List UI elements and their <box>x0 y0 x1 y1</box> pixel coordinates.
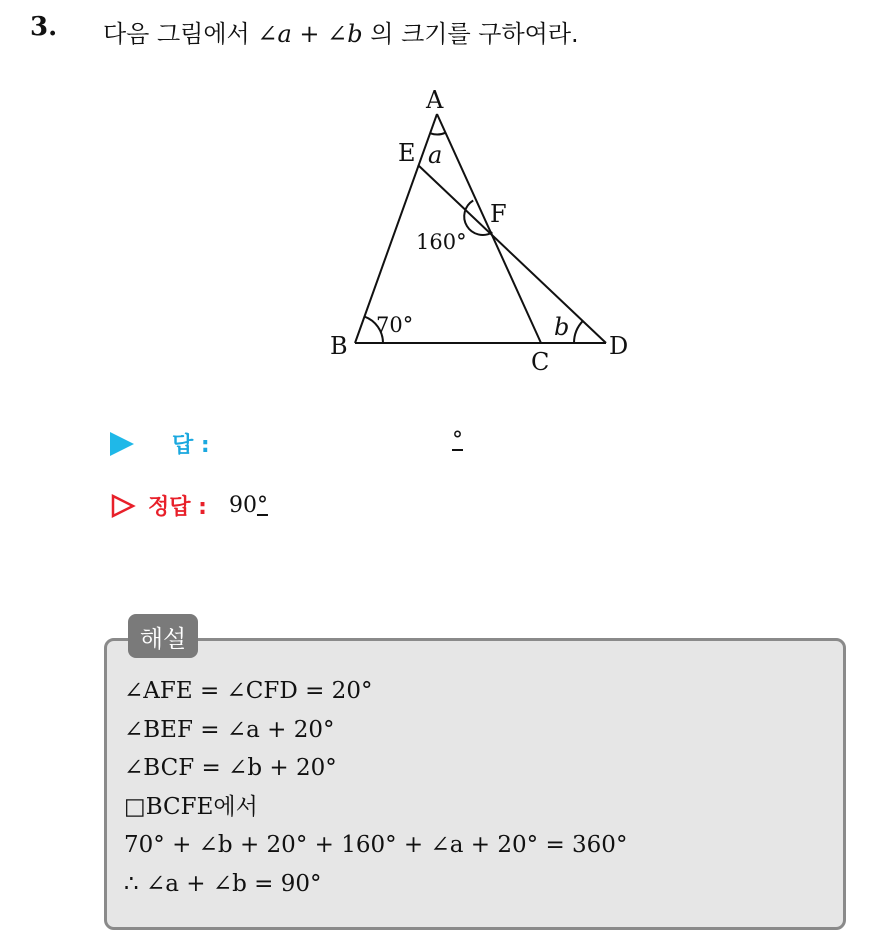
question-text-prefix: 다음 그림에서 <box>103 20 258 48</box>
arc-angle-a <box>430 133 445 135</box>
correct-unit: ° <box>256 493 268 518</box>
solution-line: ∴ ∠a + ∠b = 90° <box>124 870 322 897</box>
point-b-label: B <box>330 332 348 360</box>
correct-value <box>229 493 268 518</box>
angle-160-label: 160° <box>416 230 467 254</box>
angle-a-label: a <box>428 141 443 169</box>
solution-lines <box>124 672 627 903</box>
segment-ab <box>355 114 437 343</box>
solution-tab: 해설 <box>128 614 198 658</box>
question-expression: ∠a + ∠b <box>257 20 363 48</box>
answer-blank[interactable]: ° <box>452 428 463 453</box>
question-text <box>103 14 579 49</box>
solution-line: 70° + ∠b + 20° + 160° + ∠a + 20° = 360° <box>124 832 628 858</box>
play-triangle-icon <box>110 432 134 456</box>
point-f-label: F <box>490 200 507 228</box>
question-text-suffix: 의 크기를 구하여라. <box>362 20 579 48</box>
solution-line: ∠BEF = ∠a + 20° <box>124 716 335 743</box>
segment-ac <box>437 114 541 343</box>
question-number: 3. <box>30 12 58 42</box>
geometry-figure <box>320 82 660 377</box>
correct-answer-row <box>110 490 268 521</box>
point-c-label: C <box>531 348 550 376</box>
angle-b-label: b <box>554 313 570 341</box>
outline-triangle-icon <box>110 493 136 519</box>
angle-70-label: 70° <box>376 313 414 337</box>
arc-angle-b <box>574 321 583 343</box>
correct-label: 정답 : <box>148 495 207 520</box>
answer-row <box>110 428 210 459</box>
point-d-label: D <box>609 332 629 360</box>
point-a-label: A <box>426 86 444 114</box>
segment-ed <box>418 165 606 343</box>
solution-line: □BCFE에서 <box>124 793 258 820</box>
solution-line: ∠AFE = ∠CFD = 20° <box>124 678 373 704</box>
point-e-label: E <box>398 139 416 167</box>
correct-number: 90 <box>228 493 257 518</box>
solution-line: ∠BCF = ∠b + 20° <box>124 755 337 781</box>
answer-label: 답 : <box>172 433 210 458</box>
